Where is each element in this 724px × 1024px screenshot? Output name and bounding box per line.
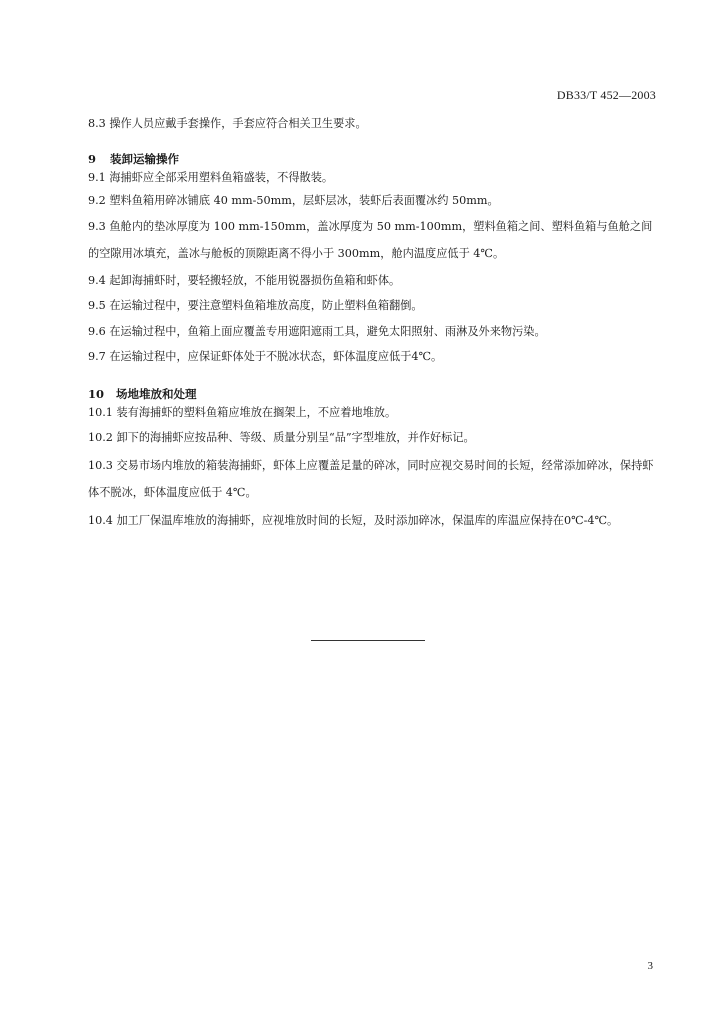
page-content	[88, 112, 656, 531]
section-10-title: 场地堆放和处理	[116, 386, 197, 401]
paragraph-9-2: 9.2 塑料鱼箱用碎冰铺底 40 mm-50mm，层虾层冰，装虾后表面覆冰约 50mm。	[88, 194, 499, 207]
section-9-number: 9	[88, 151, 97, 166]
paragraph-9-1: 9.1 海捕虾应全部采用塑料鱼箱盛装，不得散装。	[88, 170, 334, 184]
paragraph-10-2: 10.2 卸下的海捕虾应按品种、等级、质量分别呈“品”字型堆放，并作好标记。	[88, 431, 475, 444]
paragraph-9-7: 9.7 在运输过程中，应保证虾体处于不脱冰状态，虾体温度应低于4℃。	[88, 350, 443, 363]
standard-code-header: DB33/T 452—2003	[556, 88, 656, 102]
section-9-title: 装卸运输操作	[110, 151, 179, 166]
paragraph-10-3: 10.3 交易市场内堆放的箱装海捕虾，虾体上应覆盖足量的碎冰，同时应视交易时间的长短，经常添加碎冰，保持虾体不脱冰，虾体温度应低于 4℃。	[88, 458, 654, 499]
paragraph-10-1: 10.1 装有海捕虾的塑料鱼箱应堆放在搁架上，不应着地堆放。	[88, 405, 397, 419]
paragraph-9-5: 9.5 在运输过程中，要注意塑料鱼箱堆放高度，防止塑料鱼箱翻倒。	[88, 299, 423, 312]
section-10-number: 10	[88, 386, 105, 401]
paragraph-10-4: 10.4 加工厂保温库堆放的海捕虾，应视堆放时间的长短，及时添加碎冰，保温库的库温应保持在0℃-4℃。	[88, 513, 619, 527]
paragraph-8-3: 8.3 操作人员应戴手套操作，手套应符合相关卫生要求。	[88, 117, 367, 130]
paragraph-9-6: 9.6 在运输过程中，鱼箱上面应覆盖专用遮阳遮雨工具，避免太阳照射、雨淋及外来物污染。	[88, 324, 546, 338]
end-of-document-rule	[311, 640, 425, 641]
paragraph-9-3: 9.3 鱼舱内的垫冰厚度为 100 mm-150mm，盖冰厚度为 50 mm-100mm，塑料鱼箱之间、塑料鱼箱与鱼舱之间的空隙用冰填充，盖冰与舱板的顶隙距离不得小于 300mm，舱内温度应低于 4℃。	[88, 219, 653, 260]
page-number: 3	[647, 960, 653, 972]
paragraph-9-4: 9.4 起卸海捕虾时，要轻搬轻放，不能用锐器损伤鱼箱和虾体。	[88, 273, 401, 287]
